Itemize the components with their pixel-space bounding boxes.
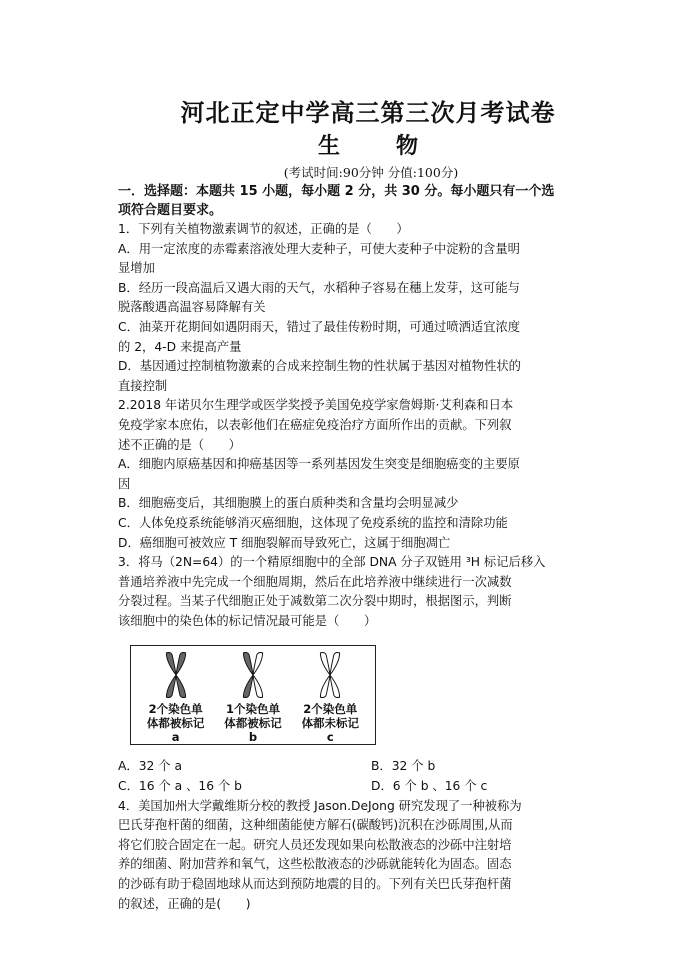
question-2-option-a: A．细胞内原癌基因和抑癌基因等一系列基因发生突变是细胞癌变的主要原 <box>118 457 520 472</box>
caption-a-letter: a <box>171 730 180 745</box>
chromosome-c-icon <box>310 650 350 700</box>
question-3-option-b: B．32 个 b <box>371 759 436 774</box>
subject-right: 物 <box>396 133 419 159</box>
question-1 <box>118 220 624 396</box>
question-2-stem-2: 免疫学家本庶佑，以表彰他们在癌症免疫治疗方面所作出的贡献。下列叙 <box>118 417 512 432</box>
question-2-stem-3: 述不正确的是（ ） <box>118 437 241 452</box>
caption-c-line2: 体都未标记 <box>301 716 360 731</box>
question-3-stem-3: 分裂过程。当某子代细胞正处于减数第二次分裂中期时，根据图示，判断 <box>118 594 512 609</box>
question-3-option-d: D．6 个 b 、16 个 c <box>371 779 488 794</box>
question-3-options-row2 <box>118 777 624 797</box>
chromosome-c <box>293 650 367 744</box>
chromosome-figure <box>130 645 376 745</box>
question-3-stem-4: 该细胞中的染色体的标记情况最可能是（ ） <box>118 613 377 628</box>
subject-left: 生 <box>317 133 340 159</box>
chromosome-a <box>139 650 213 744</box>
chromosome-b <box>216 650 290 744</box>
caption-b-letter: b <box>248 730 258 745</box>
chromosome-a-icon <box>156 650 196 700</box>
question-4-line-6: 的叙述，正确的是( ) <box>118 896 251 911</box>
question-2-option-d: D．癌细胞可被效应 T 细胞裂解而导致死亡，这属于细胞凋亡 <box>118 535 451 550</box>
caption-b-line1: 1个染色单 <box>225 702 280 717</box>
question-4-line-5: 的沙砾有助于稳固地球从而达到预防地震的目的。下列有关巴氏芽孢杆菌 <box>118 877 512 892</box>
section-heading-line2: 项符合题目要求。 <box>118 203 223 218</box>
question-3-option-c: C．16 个 a 、16 个 b <box>118 779 242 794</box>
question-3 <box>118 553 624 797</box>
caption-c-line1: 2个染色单 <box>303 702 358 717</box>
question-1-option-b-cont: 脱落酸遇高温容易降解有关 <box>118 300 266 315</box>
question-4 <box>118 797 624 915</box>
question-3-option-a: A．32 个 a <box>118 759 183 774</box>
question-2 <box>118 396 624 553</box>
subject-title <box>112 132 624 160</box>
question-4-line-2: 巴氏芽孢杆菌的细菌，这种细菌能使方解石(碳酸钙)沉积在沙砾周围,从而 <box>118 818 513 833</box>
caption-c-letter: c <box>326 730 334 745</box>
question-1-option-a: A．用一定浓度的赤霉素溶液处理大麦种子，可使大麦种子中淀粉的含量明 <box>118 241 520 256</box>
exam-time-info: (考试时间:90分钟 分值:100分) <box>283 165 459 180</box>
question-1-option-d-cont: 直接控制 <box>118 378 168 393</box>
question-1-stem: 1．下列有关植物激素调节的叙述，正确的是（ ） <box>118 222 409 236</box>
question-3-options-row1 <box>118 757 624 777</box>
question-1-option-c: C．油菜开花期间如遇阴雨天，错过了最佳传粉时期，可通过喷洒适宜浓度 <box>118 319 521 334</box>
exam-title: 河北正定中学高三第三次月考试卷 <box>180 98 556 127</box>
section-heading-line1: 一．选择题：本题共 15 小题，每小题 2 分，共 30 分。每小题只有一个选 <box>118 184 555 199</box>
question-1-option-b: B．经历一段高温后又遇大雨的天气，水稻种子容易在穗上发芽，这可能与 <box>118 280 520 295</box>
question-4-line-4: 养的细菌、附加营养和氧气，这些松散液态的沙砾就能转化为固态。固态 <box>118 857 512 872</box>
question-2-option-a-cont: 因 <box>118 476 131 491</box>
question-3-stem-1: 3．将马（2N=64）的一个精原细胞中的全部 DNA 分子双链用 ³H 标记后移入 <box>118 555 546 570</box>
question-2-option-b: B．细胞癌变后，其细胞膜上的蛋白质种类和含量均会明显减少 <box>118 496 459 511</box>
question-4-line-3: 将它们胶合固定在一起。研究人员还发现如果向松散液态的沙砾中注射培 <box>118 837 512 852</box>
question-3-stem-2: 普通培养液中先完成一个细胞周期，然后在此培养液中继续进行一次减数 <box>118 574 512 589</box>
question-1-option-c-cont: 的 2，4-D 来提高产量 <box>118 339 242 354</box>
question-2-option-c: C．人体免疫系统能够消灭癌细胞，这体现了免疫系统的监控和清除功能 <box>118 515 508 530</box>
question-4-line-1: 4．美国加州大学戴维斯分校的教授 Jason.DeJong 研究发现了一种被称为 <box>118 798 522 813</box>
caption-a-line1: 2个染色单 <box>148 702 203 717</box>
question-1-option-d: D．基因通过控制植物激素的合成来控制生物的性状属于基因对植物性状的 <box>118 359 521 374</box>
question-2-stem-1: 2.2018 年诺贝尔生理学或医学奖授予美国免疫学家詹姆斯·艾利森和日本 <box>118 398 514 413</box>
chromosome-b-icon <box>233 650 273 700</box>
caption-a-line2: 体都被标记 <box>146 716 205 731</box>
caption-b-line2: 体都被标记 <box>224 716 282 731</box>
question-1-option-a-cont: 显增加 <box>118 261 155 276</box>
